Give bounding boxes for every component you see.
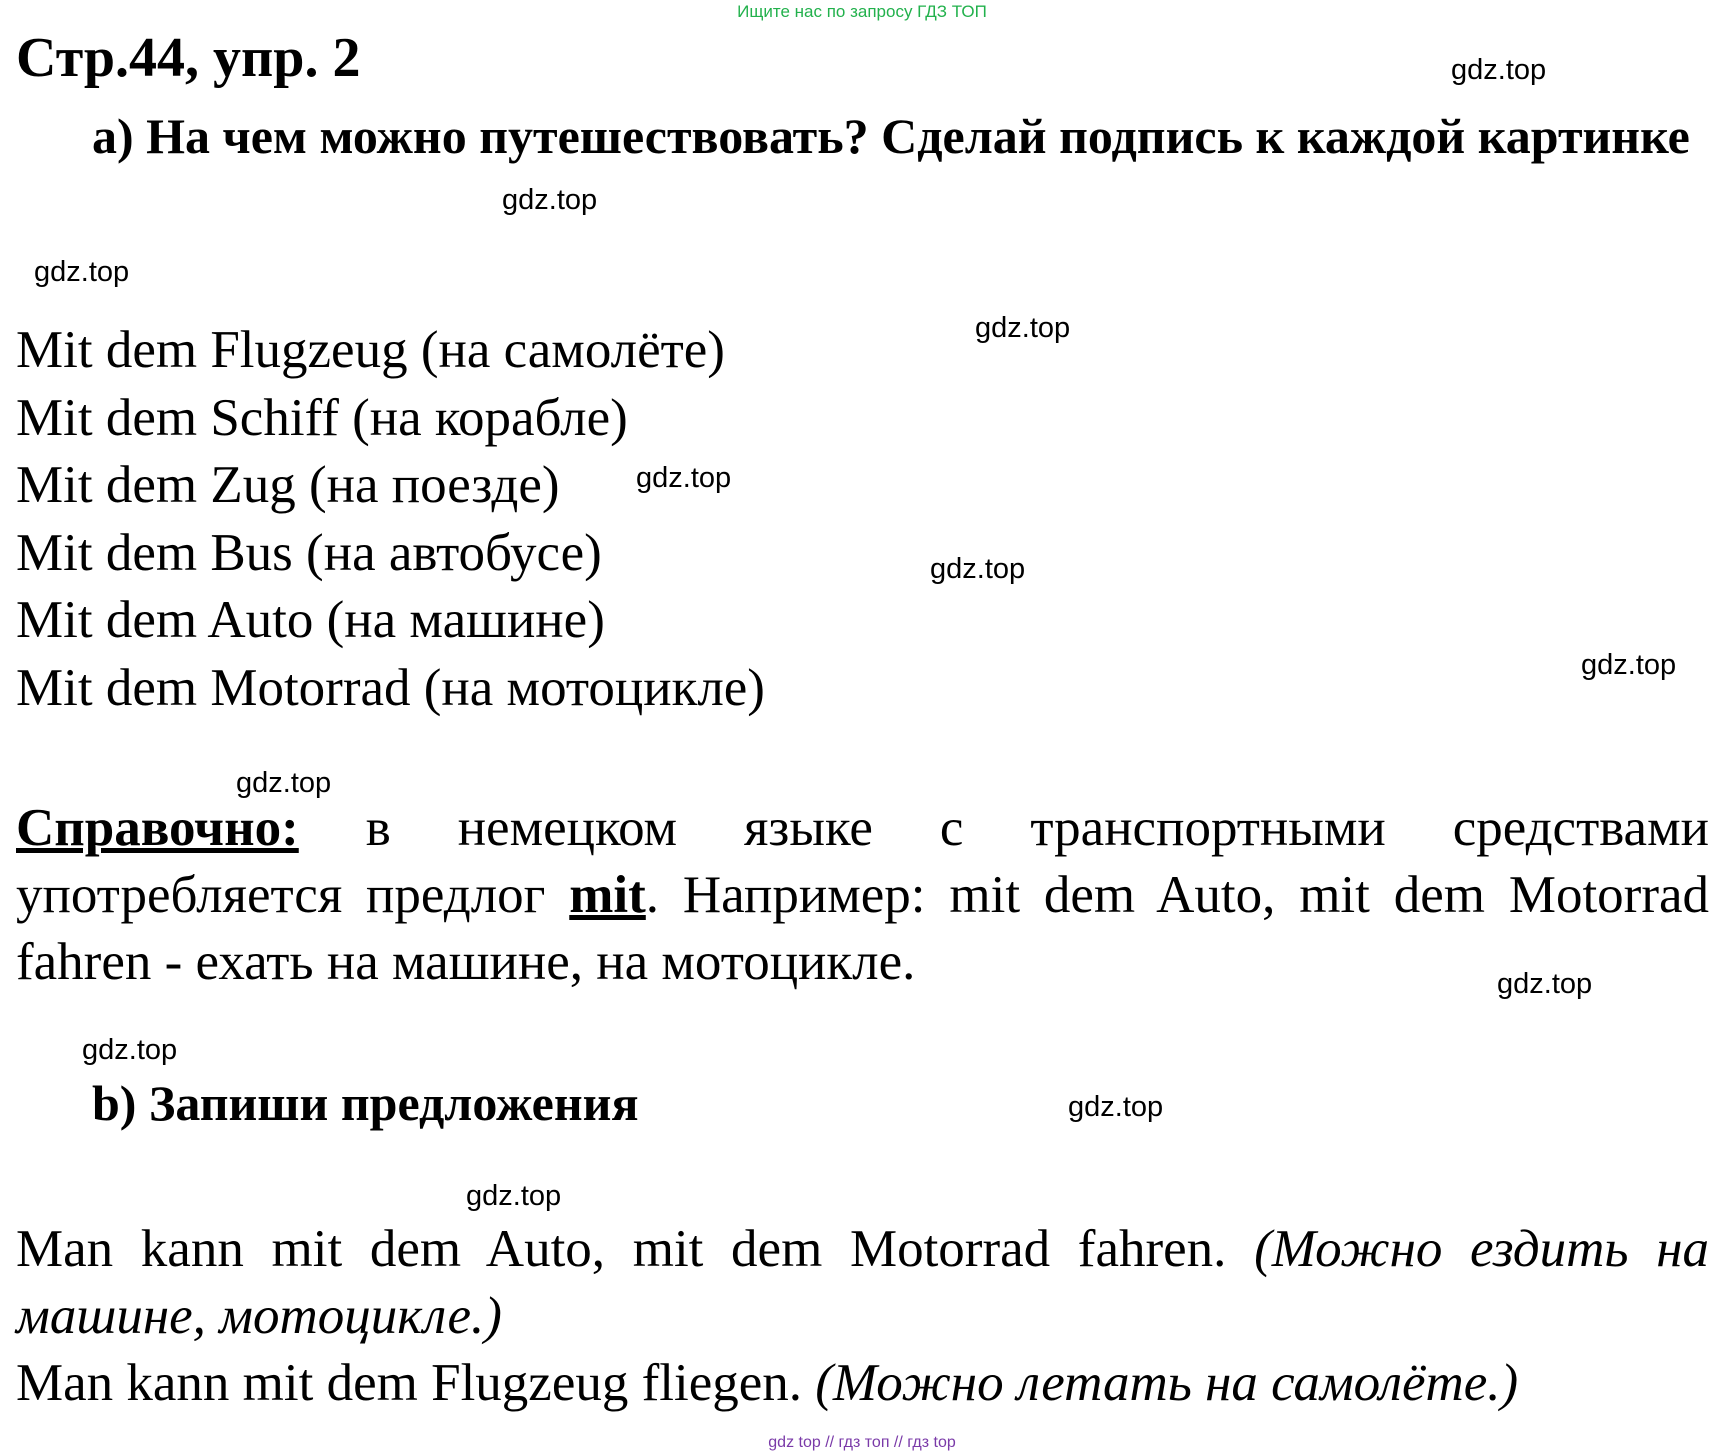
sentence-translation: (Можно летать на самолёте.) <box>815 1354 1519 1412</box>
reference-label: Справочно: <box>16 799 299 857</box>
reference-text: в немецком языке с транспортными средствами употребляется предлог <box>16 799 1709 924</box>
sentence-row <box>16 1216 1709 1350</box>
answer-sentences <box>16 1216 1709 1417</box>
watermark: gdz.top <box>975 312 1071 344</box>
watermark: gdz.top <box>1068 1091 1164 1123</box>
watermark: gdz.top <box>636 462 732 494</box>
list-item: Mit dem Bus (на автобусе) <box>16 523 602 582</box>
list-item: Mit dem Motorrad (на мотоцикле) <box>16 658 765 717</box>
watermark: gdz.top <box>466 1180 562 1212</box>
watermark: gdz.top <box>1497 968 1593 1000</box>
list-item: Mit dem Flugzeug (на самолёте) <box>16 321 725 379</box>
sentence-german: Man kann mit dem Flugzeug fliegen. <box>16 1354 816 1412</box>
footer-note: gdz top // гдз топ // гдз top <box>768 1434 956 1451</box>
watermark: gdz.top <box>34 256 130 288</box>
list-item: Mit dem Zug (на поезде) <box>16 456 560 515</box>
watermark: gdz.top <box>82 1034 178 1066</box>
examples-list <box>16 317 765 723</box>
sentence-translation: (Можно ездить на машине, мотоцикле.) <box>16 1220 1710 1345</box>
watermark: gdz.top <box>930 553 1026 585</box>
reference-note <box>16 795 1709 996</box>
sentence-german: Man kann mit dem Auto, mit dem Motorrad fahren. <box>16 1220 1255 1278</box>
reference-keyword: mit <box>569 866 646 924</box>
page-title: Стр.44, упр. 2 <box>16 27 361 89</box>
reference-text-end: . Например: mit dem Auto, mit dem Motorrad fahren - ехать на машине, на мотоцикле. <box>16 866 1710 991</box>
watermark: gdz.top <box>1581 649 1677 681</box>
watermark: gdz.top <box>236 767 332 799</box>
sentence-row <box>16 1350 1709 1417</box>
task-a-heading: a) На чем можно путешествовать? Сделай подпись к каждой картинке <box>92 108 1690 164</box>
list-item: Mit dem Auto (на машине) <box>16 591 605 650</box>
task-b-heading: b) Запиши предложения <box>92 1075 639 1131</box>
header-note: Ищите нас по запросу ГДЗ ТОП <box>737 2 987 21</box>
watermark: gdz.top <box>1451 54 1547 86</box>
list-item: Mit dem Schiff (на корабле) <box>16 388 628 447</box>
watermark: gdz.top <box>502 184 598 216</box>
